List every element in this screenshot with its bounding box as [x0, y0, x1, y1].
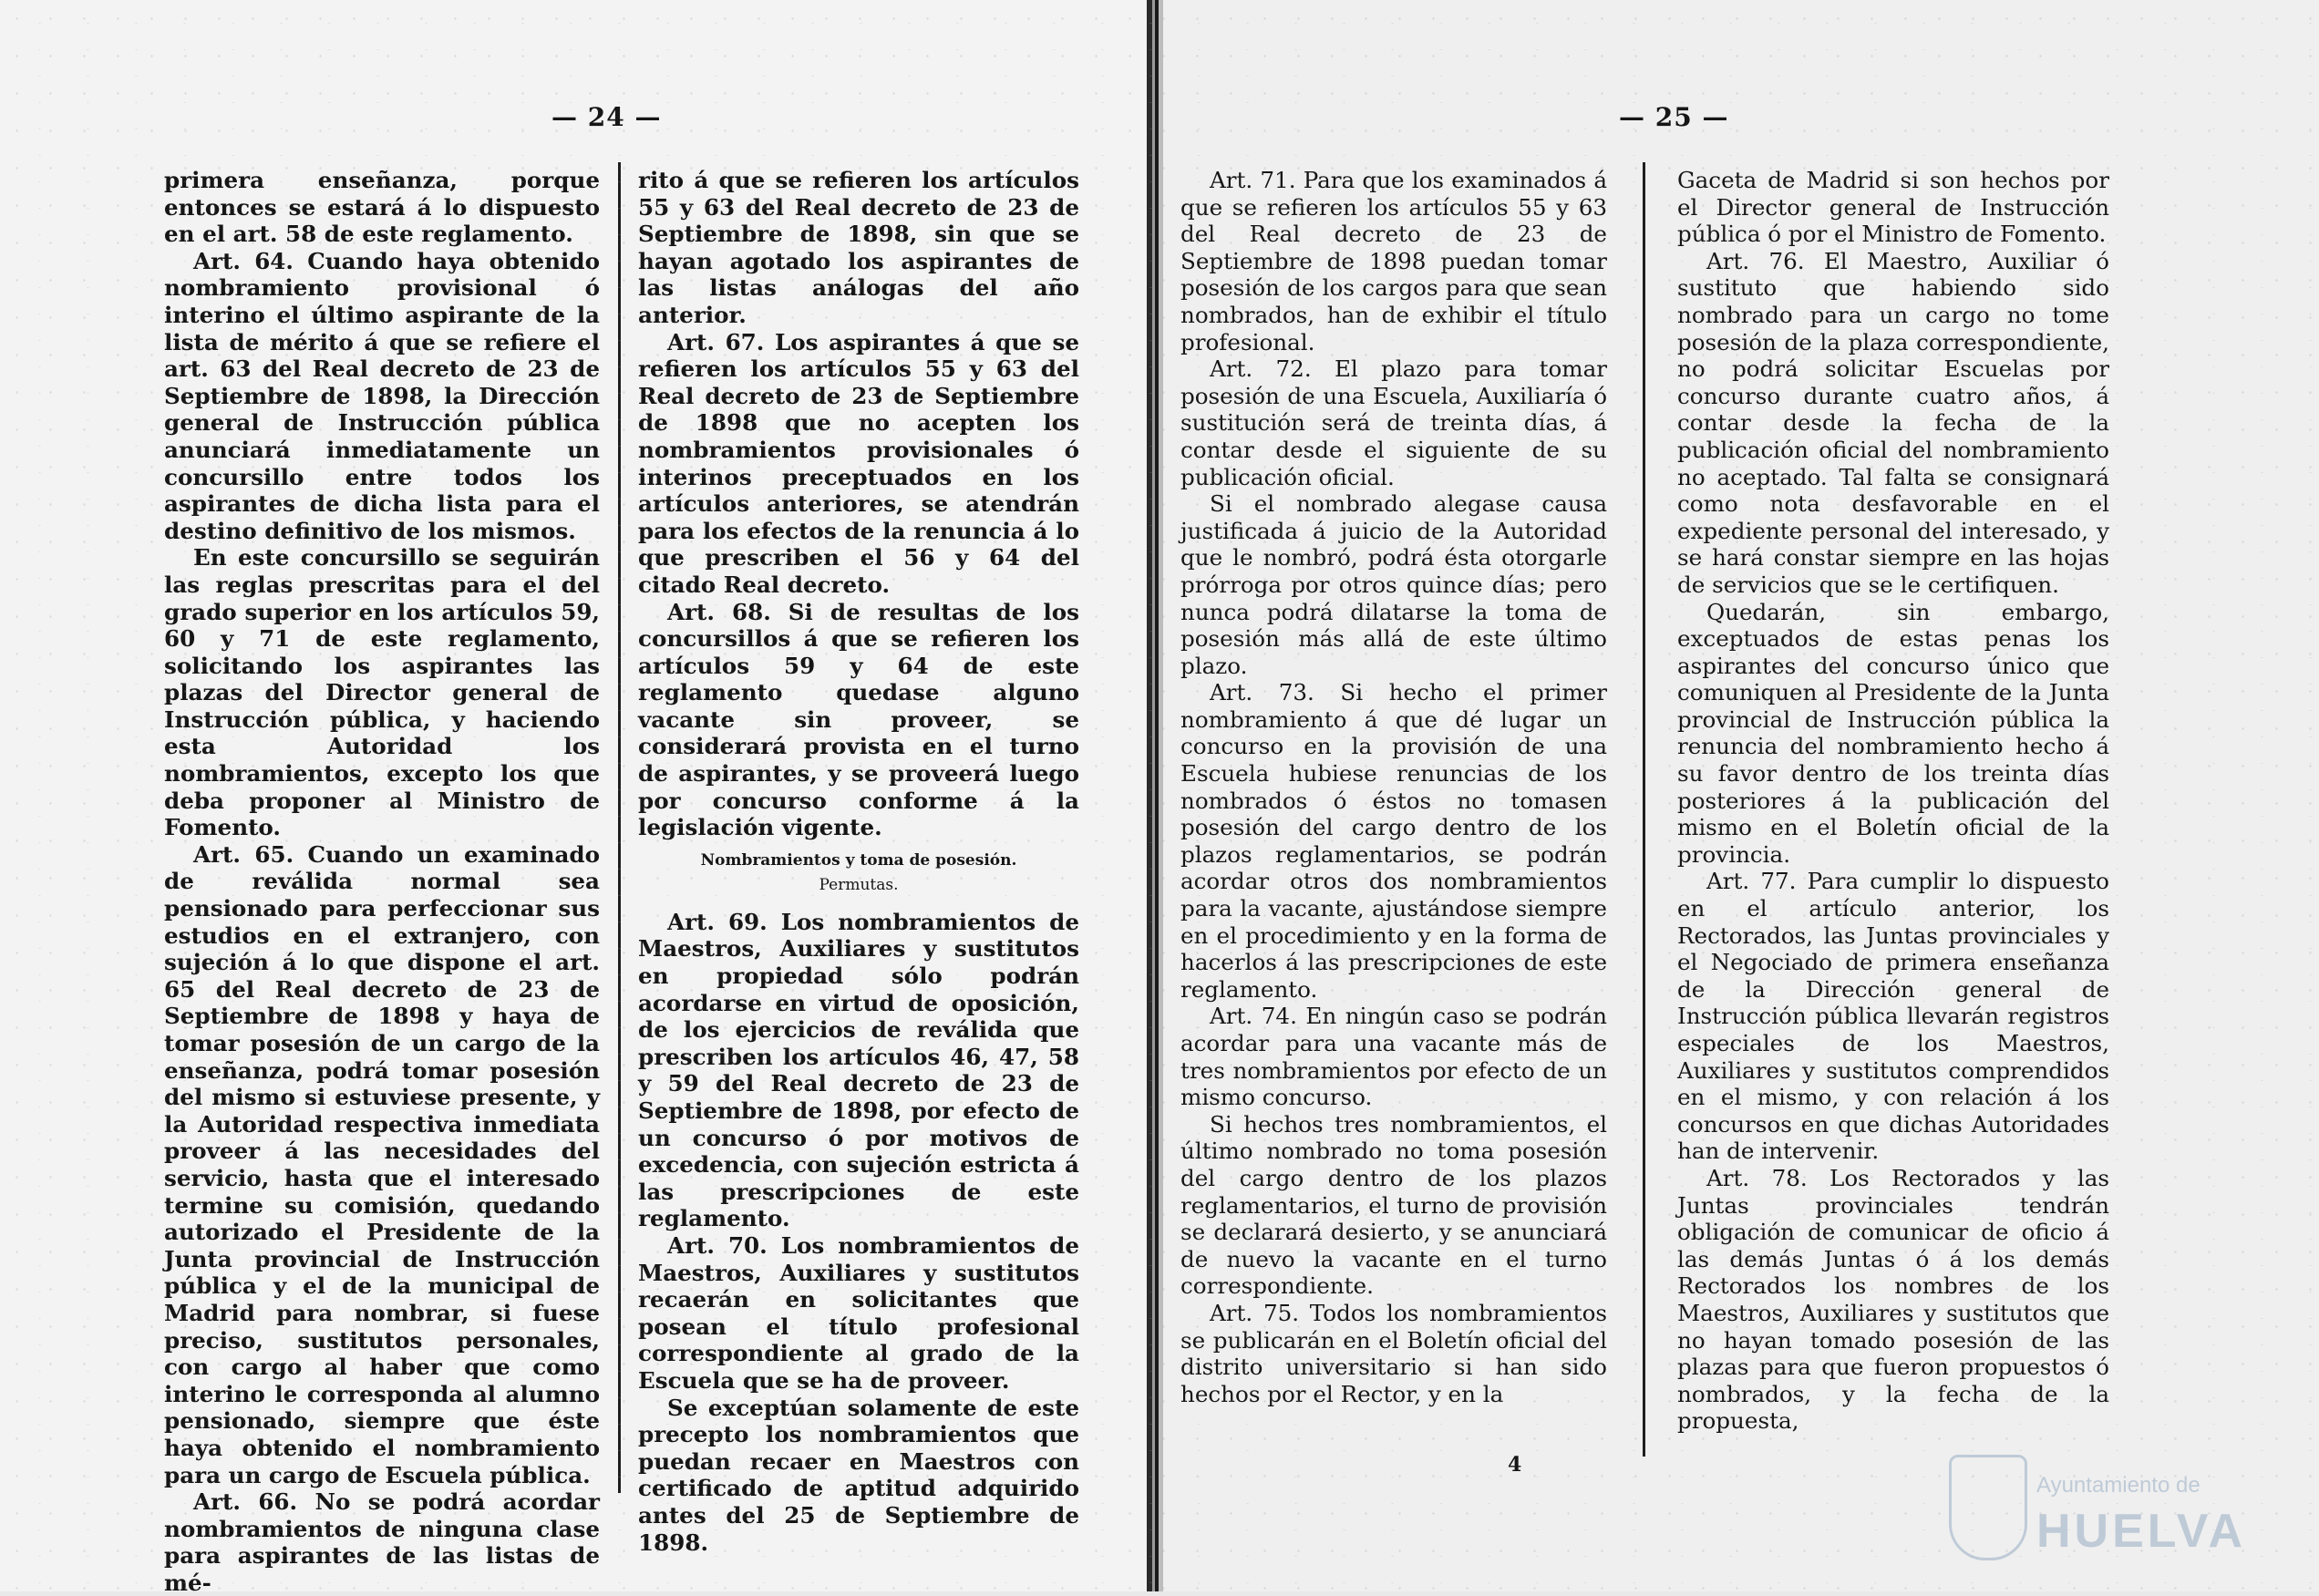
article-paragraph: Art. 71. Para que los examinados á que se refieren los artículos 55 y 63 del Real decreto de 23 de Septiembre de 1898 puedan tomar posesión de los cargos para que sean nombrados, han de exhibir el título profesional.	[1180, 167, 1607, 355]
article-paragraph: Art. 64. Cuando haya obtenido nombramiento provisional ó interino el último aspirante de la lista de mérito á que se refiere el art. 63 del Real decreto de 23 de Septiembre de 1898, la Dirección general de Instrucción pública anunciará inmediatamente un concursillo entre todos los aspirantes de dicha lista para el destino definitivo de los mismos.	[164, 247, 600, 544]
column-rule	[618, 162, 621, 1493]
coat-of-arms-icon	[1949, 1455, 2027, 1560]
article-paragraph: Art. 76. El Maestro, Auxiliar ó sustituto que habiendo sido nombrado para un cargo no tome posesión de la plaza correspondiente, no podrá solicitar Escuelas por concurso durante cuatro años, á contar desde la fecha de la publicación oficial del nombramiento no aceptado. Tal falta se consignará como nota desfavorable en el expediente personal del interesado, y se hará constar siempre en las hojas de servicios que se le certifiquen.	[1677, 247, 2109, 598]
section-heading: Nombramientos y toma de posesión.	[700, 850, 1017, 870]
article-paragraph: Art. 70. Los nombramientos de Maestros, Auxiliares y sustitutos recaerán en solicitantes que posean el título profesional correspondiente al grado de la Escuela que se ha de proveer.	[638, 1231, 1079, 1394]
article-paragraph: Se exceptúan solamente de este precepto los nombramientos que puedan recaer en Maestros con certificado de aptitud adquirido antes del 25 de Septiembre de 1898.	[638, 1394, 1079, 1556]
watermark-line-2: HUELVA	[2036, 1505, 2247, 1558]
article-paragraph: Art. 74. En ningún caso se podrán acordar para una vacante más de tres nombramientos por efecto de un mismo concurso.	[1180, 1003, 1607, 1111]
article-paragraph: Art. 78. Los Rectorados y las Juntas provinciales tendrán obligación de comunicar de oficio á las demás Juntas ó á los demás Rectorados los nombres de los Maestros, Auxiliares y sustitutos que no hayan tomado posesión de las plazas para que fueron propuestos ó nombrados, y la fecha de la propuesta,	[1677, 1164, 2109, 1435]
left-column-a	[164, 167, 600, 1596]
article-paragraph: Art. 66. No se podrá acordar nombramientos de ninguna clase para aspirantes de las listas de mé-	[164, 1488, 600, 1596]
right-column-b	[1677, 167, 2109, 1435]
huelva-watermark	[1949, 1455, 2259, 1564]
article-paragraph: Art. 65. Cuando un examinado de reválida normal sea pensionado para perfeccionar sus estudios en el extranjero, con sujeción á lo que dispone el art. 65 del Real decreto de 23 de Septiembre de 1898 y haya de tomar posesión de un cargo de la enseñanza, podrá tomar posesión del mismo si estuviese presente, y la Autoridad respectiva inmediata proveer á las necesidades del servicio, hasta que el interesado termine su comisión, quedando autorizado el Presidente de la Junta provincial de Instrucción pública y el de la municipal de Madrid para nombrar, si fuese preciso, sustitutos personales, con cargo al haber que como interino le corresponda al alumno pensionado, siempre que éste haya obtenido el nombramiento para un cargo de Escuela pública.	[164, 840, 600, 1488]
article-paragraph: Quedarán, sin embargo, exceptuados de estas penas los aspirantes del concurso único que comuniquen al Presidente de la Junta provincial de Instrucción pública la renuncia del nombramiento hecho á su favor dentro de los treinta días posteriores á la publicación del mismo en el Boletín oficial de la provincia.	[1677, 598, 2109, 868]
article-paragraph: En este concursillo se seguirán las reglas prescritas para el del grado superior en los artículos 59, 60 y 71 de este reglamento, solicitando los aspirantes las plazas del Director general de Instrucción pública, y haciendo esta Autoridad los nombramientos, excepto los que deba proponer al Ministro de Fomento.	[164, 544, 600, 841]
article-paragraph: primera enseñanza, porque entonces se estará á lo dispuesto en el art. 58 de este reglamento.	[164, 167, 600, 248]
page-number-25: — 25 —	[1619, 102, 1729, 132]
watermark-line-1: Ayuntamiento de	[2036, 1473, 2200, 1498]
article-paragraph: Art. 72. El plazo para tomar posesión de una Escuela, Auxiliaría ó sustitución será de treinta días, á contar desde el siguiente de su publicación oficial.	[1180, 355, 1607, 490]
article-paragraph: Art. 77. Para cumplir lo dispuesto en el artículo anterior, los Rectorados, las Juntas provinciales y el Negociado de primera enseñanza de la Dirección general de Instrucción pública llevarán registros especiales de los Maestros, Auxiliares y sustitutos comprendidos en el mismo, y con relación á los concursos en que dichas Autoridades han de intervenir.	[1677, 868, 2109, 1165]
left-page	[0, 0, 1147, 1596]
article-paragraph: Si hechos tres nombramientos, el último nombrado no toma posesión del cargo dentro de los plazos reglamentarios, el turno de provisión se declarará desierto, y se anunciará de nuevo la vacante en el turno correspondiente.	[1180, 1110, 1607, 1300]
right-column-a	[1180, 167, 1607, 1407]
article-paragraph: Si el nombrado alegase causa justificada á juicio de la Autoridad que le nombró, podrá ésta otorgarle prórroga por otros quince días; pero nunca podrá dilatarse la toma de posesión más allá de este último plazo.	[1180, 490, 1607, 679]
left-column-b	[638, 167, 1079, 1556]
right-page	[1163, 0, 2319, 1591]
article-paragraph: Art. 67. Los aspirantes á que se refieren los artículos 55 y 63 del Real decreto de 23 de Septiembre de 1898 que no acepten los nombramientos provisionales ó interinos preceptuados en los artículos anteriores, se atendrán para los efectos de la renuncia á lo que prescriben el 56 y 64 del citado Real decreto.	[638, 328, 1079, 598]
article-paragraph: Art. 73. Si hecho el primer nombramiento á que dé lugar un concurso en la provisión de una Escuela hubiese renuncias de los nombrados ó éstos no tomasen posesión del cargo dentro de los plazos reglamentarios, se podrán acordar otros dos nombramientos para la vacante, ajustándose siempre en el procedimiento y en la forma de hacerlos á las prescripciones de este reglamento.	[1180, 679, 1607, 1003]
article-paragraph: Art. 68. Si de resultas de los concursillos á que se refieren los artículos 59 y 64 de este reglamento quedase alguno vacante sin proveer, se considerará provista en el turno de aspirantes, y se proveerá luego por concurso conforme á la legislación vigente.	[638, 598, 1079, 841]
page-number-24: — 24 —	[551, 102, 662, 132]
article-paragraph: Art. 75. Todos los nombramientos se publicarán en el Boletín oficial del distrito universitario si han sido hechos por el Rector, y en la	[1180, 1299, 1607, 1407]
article-paragraph: Art. 69. Los nombramientos de Maestros, Auxiliares y sustitutos en propiedad sólo podrán acordarse en virtud de oposición, de los ejercicios de reválida que prescriben los artículos 46, 47, 58 y 59 del Real decreto de 23 de Septiembre de 1898, por efecto de un concurso ó por motivos de excedencia, con sujeción estricta á las prescripciones de este reglamento.	[638, 908, 1079, 1232]
section-subheading: Permutas.	[819, 875, 899, 894]
article-paragraph: Gaceta de Madrid si son hechos por el Director general de Instrucción pública ó por el Ministro de Fomento.	[1677, 167, 2109, 248]
article-paragraph: rito á que se refieren los artículos 55 y 63 del Real decreto de 23 de Septiembre de 1898, sin que se hayan agotado los aspirantes de las listas análogas del año anterior.	[638, 167, 1079, 328]
book-gutter	[1147, 0, 1163, 1591]
signature-mark: 4	[1508, 1453, 1522, 1477]
column-rule	[1643, 162, 1645, 1457]
